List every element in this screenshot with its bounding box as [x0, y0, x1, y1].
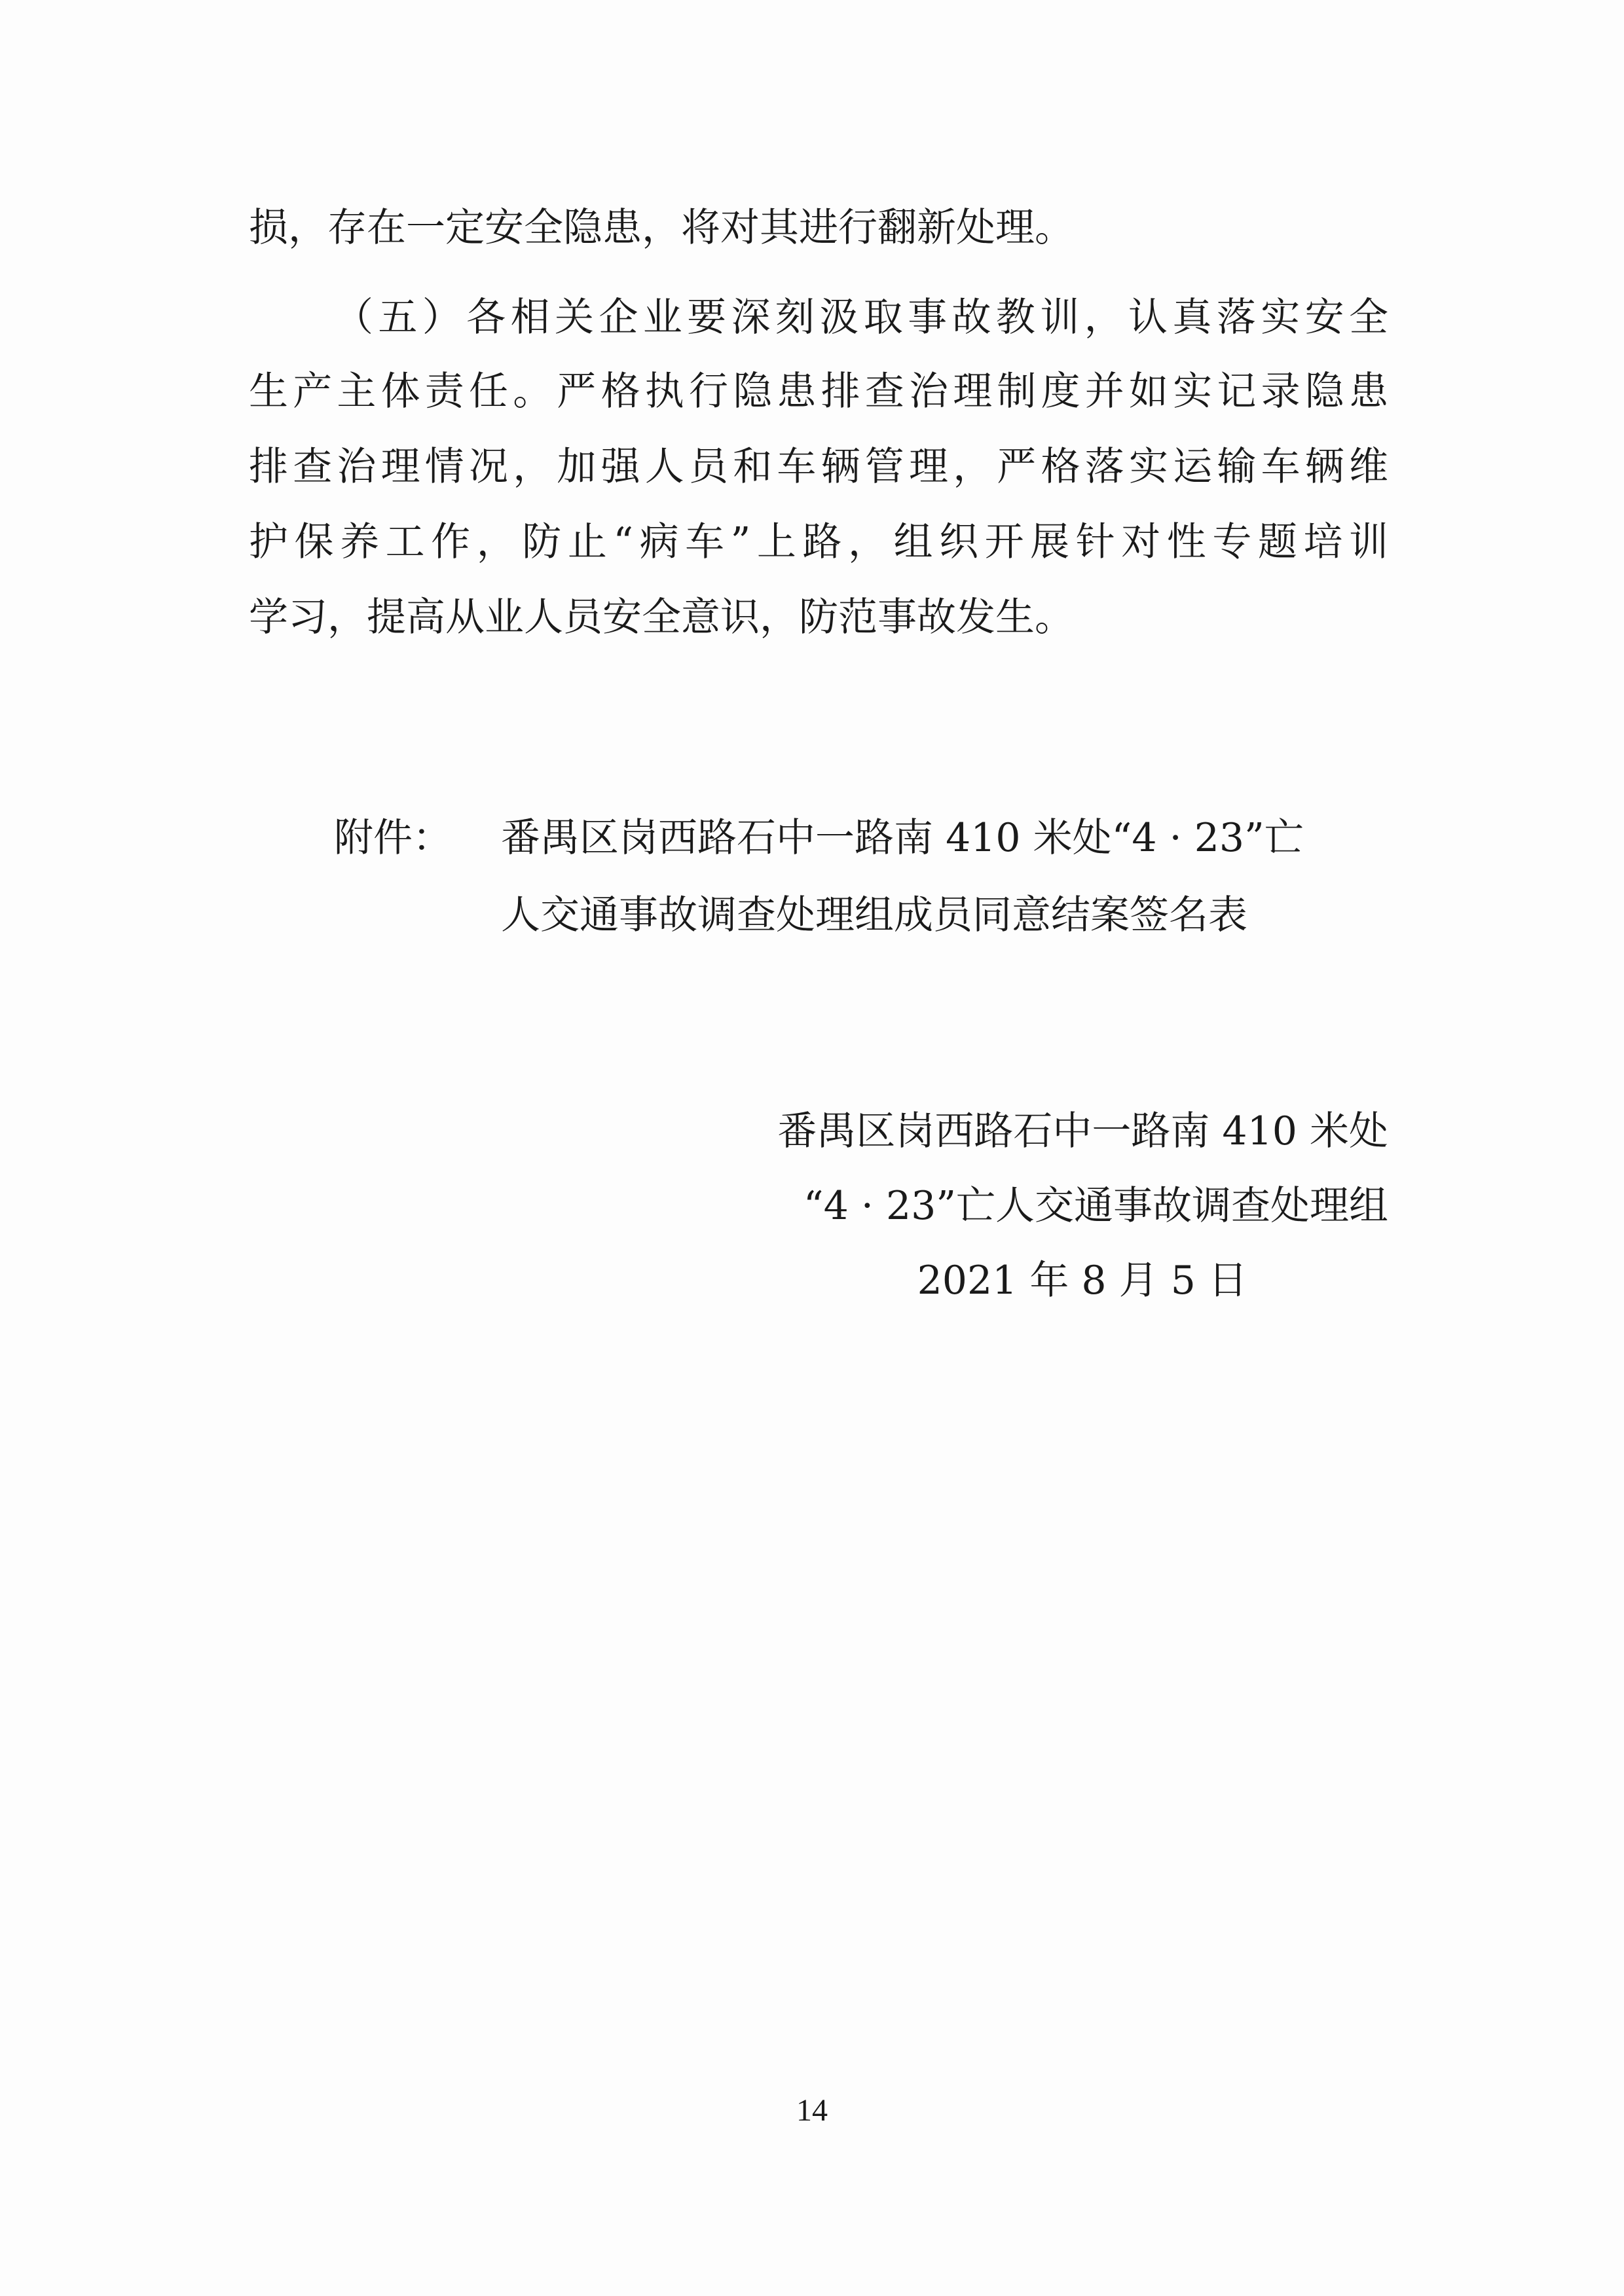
body-line-1: 损，存在一定安全隐患，将对其进行翻新处理。 [249, 205, 1074, 251]
signature-org-line-1: 番禺区岗西路石中一路南 410 米处 [777, 1108, 1388, 1154]
attachment-label: 附件： [334, 815, 452, 861]
attachment-title-line-2: 人交通事故调查处理组成员同意结案签名表 [501, 892, 1247, 938]
signature-org-line-2: “4 · 23”亡人交通事故调查处理组 [803, 1183, 1388, 1229]
body-line-2: （五）各相关企业要深刻汲取事故教训，认真落实安全 [334, 295, 1388, 340]
body-line-4: 排查治理情况，加强人员和车辆管理，严格落实运输车辆维 [249, 444, 1388, 490]
attachment-title-line-1: 番禺区岗西路石中一路南 410 米处“4 · 23”亡 [501, 815, 1304, 861]
body-line-3: 生产主体责任。严格执行隐患排查治理制度并如实记录隐患 [249, 369, 1388, 414]
body-line-6: 学习，提高从业人员安全意识，防范事故发生。 [249, 594, 1074, 640]
page-number: 14 [796, 2093, 828, 2128]
body-line-5: 护保养工作，防止“病车”上路，组织开展针对性专题培训 [249, 519, 1388, 565]
signature-date: 2021 年 8 月 5 日 [917, 1258, 1247, 1303]
